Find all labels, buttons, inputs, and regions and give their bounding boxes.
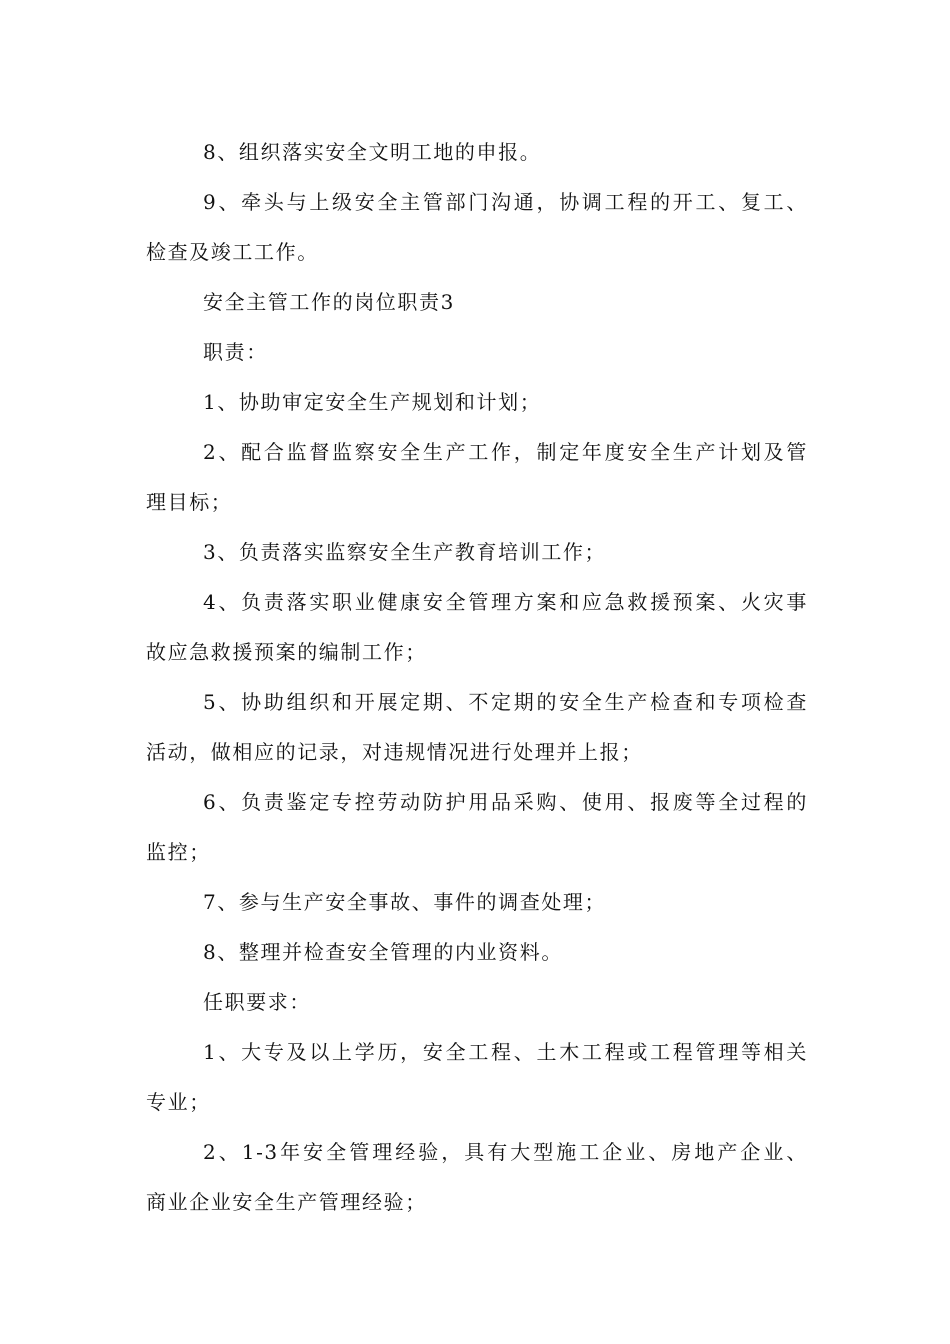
paragraph-line: 7、参与生产安全事故、事件的调查处理；: [203, 890, 607, 914]
paragraph-line: 检查及竣工工作。: [146, 240, 319, 264]
paragraph-line: 5、协助组织和开展定期、不定期的安全生产检查和专项检查: [203, 690, 808, 714]
paragraph-line: 8、组织落实安全文明工地的申报。: [203, 140, 542, 164]
paragraph-line: 专业；: [146, 1090, 211, 1114]
subheading-requirements: 任职要求：: [203, 990, 311, 1014]
paragraph-line: 2、配合监督监察安全生产工作，制定年度安全生产计划及管: [203, 440, 808, 464]
paragraph-line: 4、负责落实职业健康安全管理方案和应急救援预案、火灾事: [203, 590, 808, 614]
section-heading: 安全主管工作的岗位职责3: [203, 290, 455, 314]
paragraph-line: 理目标；: [146, 490, 233, 514]
paragraph-line: 9、牵头与上级安全主管部门沟通，协调工程的开工、复工、: [203, 190, 808, 214]
paragraph-line: 监控；: [146, 840, 211, 864]
paragraph-line: 1、协助审定安全生产规划和计划；: [203, 390, 542, 414]
paragraph-line: 6、负责鉴定专控劳动防护用品采购、使用、报废等全过程的: [203, 790, 808, 814]
paragraph-line: 商业企业安全生产管理经验；: [146, 1190, 427, 1214]
paragraph-line: 活动，做相应的记录，对违规情况进行处理并上报；: [146, 740, 643, 764]
paragraph-line: 1、大专及以上学历，安全工程、土木工程或工程管理等相关: [203, 1040, 808, 1064]
paragraph-line: 8、整理并检查安全管理的内业资料。: [203, 940, 563, 964]
subheading-duties: 职责：: [203, 340, 268, 364]
paragraph-line: 故应急救援预案的编制工作；: [146, 640, 427, 664]
document-body: [146, 127, 808, 1227]
paragraph-line: 2、1-3年安全管理经验，具有大型施工企业、房地产企业、: [203, 1140, 808, 1164]
paragraph-line: 3、负责落实监察安全生产教育培训工作；: [203, 540, 607, 564]
